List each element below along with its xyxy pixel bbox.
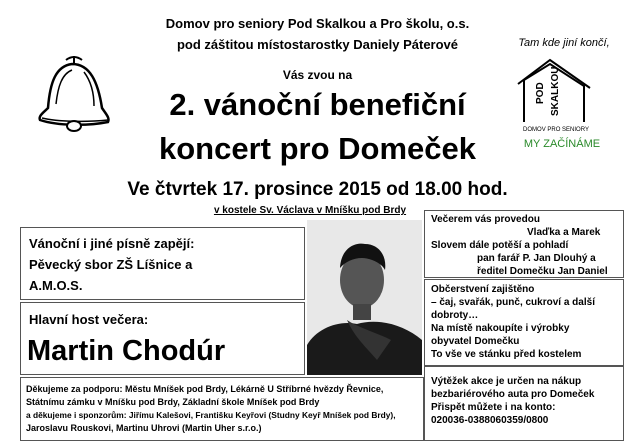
singers-line-2: Pěvecký sbor ZŠ Líšnice a bbox=[29, 257, 193, 272]
guest-photo bbox=[307, 220, 422, 375]
refresh-line-5: obyvatel Domečku bbox=[431, 336, 520, 347]
thanks-box bbox=[20, 377, 424, 441]
date-line: Ve čtvrtek 17. prosince 2015 od 18.00 hod. bbox=[127, 179, 508, 200]
guest-box bbox=[20, 302, 305, 375]
title-line-1: 2. vánoční benefiční bbox=[169, 87, 466, 122]
logo-motto: MY ZAČÍNÁME bbox=[523, 138, 601, 150]
singers-line-1: Vánoční i jiné písně zapějí: bbox=[29, 236, 195, 251]
title-line-2: koncert pro Domeček bbox=[159, 131, 476, 166]
hosts-box bbox=[424, 210, 624, 278]
thanks-line-2: Státnímu zámku v Mníšku pod Brdy, Základní škole Mníšek pod Brdy bbox=[26, 397, 320, 407]
proceeds-box bbox=[424, 366, 624, 441]
proceeds-line-2: bezbariérového auta pro Domeček bbox=[431, 389, 595, 400]
thanks-line-4: Jaroslavu Rouskovi, Martinu Uhrovi (Martin Uher s.r.o.) bbox=[26, 423, 262, 433]
hosts-line-2: Vlaďka a Marek bbox=[527, 227, 601, 238]
refresh-line-3: dobroty… bbox=[431, 310, 479, 321]
logo-subtitle: DOMOV PRO SENIORY bbox=[523, 127, 589, 133]
refresh-line-6: To vše ve stánku před kostelem bbox=[431, 349, 582, 360]
guest-label: Hlavní host večera: bbox=[29, 312, 149, 327]
hosts-line-3: Slovem dále potěší a pohladí bbox=[431, 240, 569, 251]
venue-text: v kostele Sv. Václava v Mníšku pod Brdy bbox=[213, 205, 407, 216]
hosts-line-5: ředitel Domečku Jan Daniel bbox=[477, 266, 608, 277]
bell-icon bbox=[28, 52, 118, 142]
thanks-line-3: a děkujeme i sponzorům: Jiřímu Kalešovi, Františku Keyřovi (Studny Keyř Mníšek pod Brdy), bbox=[26, 410, 396, 420]
hosts-line-4: pan farář P. Jan Dlouhý a bbox=[477, 253, 596, 264]
hosts-line-1: Večerem vás provedou bbox=[431, 214, 540, 225]
singers-line-3: A.M.O.S. bbox=[29, 278, 83, 293]
refresh-line-4: Na místě nakoupíte i výrobky bbox=[431, 323, 570, 334]
organizer-line-1: Domov pro seniory Pod Skalkou a Pro školu, o.s. bbox=[165, 16, 470, 31]
logo-house-text-1: POD bbox=[535, 82, 546, 104]
guest-name: Martin Chodúr bbox=[27, 335, 226, 367]
refresh-line-1: Občerstvení zajištěno bbox=[431, 284, 535, 295]
logo-slogan: Tam kde jiní končí, bbox=[518, 37, 610, 49]
logo-house-text-2: SKALKOU bbox=[550, 66, 561, 116]
refresh-line-2: – čaj, svařák, punč, cukroví a další bbox=[431, 297, 595, 308]
thanks-line-1: Děkujeme za podporu: Městu Mníšek pod Brdy, Lékárně U Stříbrné hvězdy Řevnice, bbox=[26, 384, 384, 394]
proceeds-line-3: Přispět můžete i na konto: bbox=[431, 402, 556, 413]
logo bbox=[498, 30, 628, 155]
singers-box bbox=[20, 227, 305, 300]
organizer-line-2: pod záštitou místostarostky Daniely Páterové bbox=[176, 37, 459, 52]
proceeds-line-4: 020036-0388060359/0800 bbox=[431, 415, 549, 426]
invite-text: Vás zvou na bbox=[282, 68, 353, 82]
refreshments-box bbox=[424, 279, 624, 366]
proceeds-line-1: Výtěžek akce je určen na nákup bbox=[431, 376, 582, 387]
